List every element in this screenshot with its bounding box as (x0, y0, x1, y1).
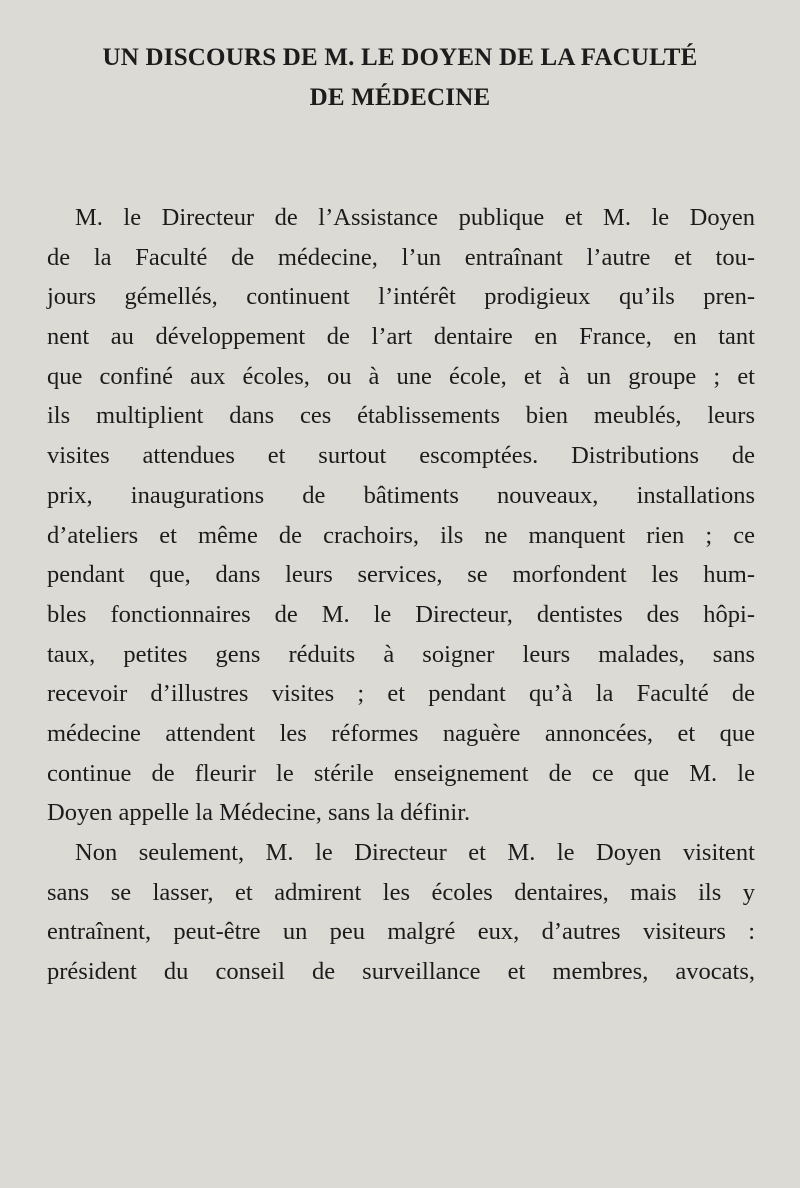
text-line: M. le Directeur de l’Assistance publique et M. le Doyen (75, 204, 755, 231)
text-line: prix, inaugurations de bâtiments nouveaux, installations (47, 481, 755, 509)
text-line: visites attendues et surtout escomptées. Distributions de (47, 442, 755, 470)
text-line: que confiné aux écoles, ou à une école, et à un groupe ; et (47, 362, 755, 390)
text-line: de la Faculté de médecine, l’un entraînant l’autre et tou- (47, 243, 755, 271)
text-line: président du conseil de surveillance et membres, avocats, (47, 958, 755, 986)
text-line: Doyen appelle la Médecine, sans la définir. (47, 799, 471, 827)
document-title-line-2: DE MÉDECINE (309, 84, 491, 111)
text-line: pendant que, dans leurs services, se morfondent les hum- (47, 561, 755, 589)
body-text (47, 198, 755, 992)
text-line: taux, petites gens réduits à soigner leurs malades, sans (47, 640, 755, 668)
text-line: d’ateliers et même de crachoirs, ils ne manquent rien ; ce (47, 521, 755, 549)
text-line: recevoir d’illustres visites ; et pendant qu’à la Faculté de (47, 680, 755, 708)
text-line: ils multiplient dans ces établissements bien meublés, leurs (47, 402, 755, 430)
text-line: nent au développement de l’art dentaire en France, en tant (47, 323, 755, 351)
text-line: jours gémellés, continuent l’intérêt prodigieux qu’ils pren- (47, 283, 755, 311)
document-title-line-1: UN DISCOURS DE M. LE DOYEN DE LA FACULTÉ (102, 44, 698, 71)
text-line: médecine attendent les réformes naguère annoncées, et que (47, 719, 755, 747)
text-line: entraînent, peut-être un peu malgré eux, d’autres visiteurs : (47, 918, 755, 946)
text-line: Non seulement, M. le Directeur et M. le Doyen visitent (75, 839, 755, 866)
text-line: bles fonctionnaires de M. le Directeur, dentistes des hôpi- (47, 600, 755, 628)
text-line: continue de fleurir le stérile enseignement de ce que M. le (47, 759, 755, 787)
text-line: sans se lasser, et admirent les écoles dentaires, mais ils y (47, 878, 755, 906)
